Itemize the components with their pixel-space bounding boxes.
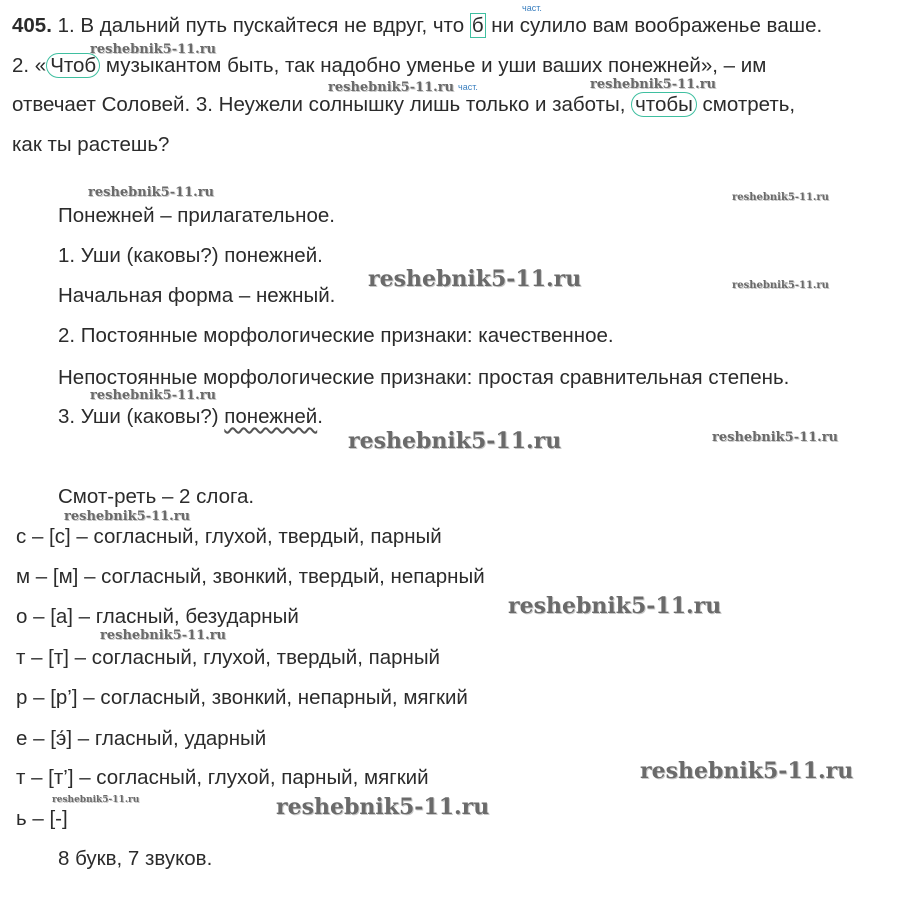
wavy-underlined-word: понежней	[224, 405, 318, 428]
boxed-particle: б	[471, 14, 484, 37]
watermark: reshebnik5-11.ru	[276, 794, 490, 820]
phonetics-summary: 8 букв, 7 звуков.	[58, 847, 213, 870]
phonetic-row: т – [т’] – согласный, глухой, парный, мягкий	[16, 766, 429, 789]
exercise-line-3	[12, 93, 795, 117]
analysis-initial-form: Начальная форма – нежный.	[58, 284, 336, 307]
watermark: reshebnik5-11.ru	[88, 185, 215, 200]
phonetic-row: ь – [-]	[16, 807, 68, 830]
exercise-number: 405.	[12, 14, 52, 37]
sentence-3-part-a: отвечает Соловей. 3. Неужели солнышку лишь только и заботы,	[12, 93, 632, 116]
phonetic-row: р – [р’] – согласный, звонкий, непарный, мягкий	[16, 686, 468, 709]
particle-tag-1: част.	[522, 3, 542, 13]
watermark: reshebnik5-11.ru	[732, 192, 829, 203]
sentence-2-part-a: 2. «	[12, 54, 47, 77]
phonetic-row: о – [а] – гласный, безударный	[16, 605, 299, 628]
watermark: reshebnik5-11.ru	[52, 795, 140, 805]
phonetic-row: т – [т] – согласный, глухой, твердый, парный	[16, 646, 441, 669]
analysis-point-2: 2. Постоянные морфологические признаки: качественное.	[58, 324, 614, 347]
watermark: reshebnik5-11.ru	[590, 77, 717, 92]
watermark: reshebnik5-11.ru	[100, 628, 227, 643]
watermark: reshebnik5-11.ru	[640, 758, 854, 784]
watermark: reshebnik5-11.ru	[64, 509, 191, 524]
exercise-line-1	[12, 14, 822, 38]
exercise-line-2	[12, 54, 766, 78]
sentence-1-part-b: ни сулило вам воображенье ваше.	[485, 14, 823, 37]
phonetics-title: Смот-реть – 2 слога.	[58, 485, 255, 508]
phonetic-row: е – [э́] – гласный, ударный	[16, 727, 267, 750]
watermark: reshebnik5-11.ru	[508, 593, 722, 619]
analysis-nonconstant: Непостоянные морфологические признаки: простая сравнительная степень.	[58, 366, 790, 389]
particle-tag-2: част.	[458, 82, 478, 92]
analysis-point-3-end: .	[317, 405, 323, 428]
watermark: reshebnik5-11.ru	[90, 42, 217, 57]
phonetic-row: м – [м] – согласный, звонкий, твердый, непарный	[16, 565, 485, 588]
sentence-3-end: как ты растешь?	[12, 133, 170, 156]
analysis-point-3	[58, 405, 323, 429]
phonetic-row: с – [с] – согласный, глухой, твердый, парный	[16, 525, 442, 548]
watermark: reshebnik5-11.ru	[732, 280, 829, 291]
circled-conjunction-2: чтобы	[631, 92, 697, 117]
analysis-title: Понежней – прилагательное.	[58, 204, 335, 227]
watermark: reshebnik5-11.ru	[348, 428, 562, 454]
watermark: reshebnik5-11.ru	[712, 430, 839, 445]
circled-conjunction-1: Чтоб	[46, 53, 100, 78]
analysis-point-3-text: 3. Уши (каковы?)	[58, 405, 225, 428]
exercise-line-4	[12, 133, 169, 157]
watermark: reshebnik5-11.ru	[368, 266, 582, 292]
watermark: reshebnik5-11.ru	[328, 80, 455, 95]
analysis-point-1: 1. Уши (каковы?) понежней.	[58, 244, 323, 267]
watermark: reshebnik5-11.ru	[90, 388, 217, 403]
sentence-3-part-b: смотреть,	[696, 93, 796, 116]
sentence-1-part-a: 1. В дальний путь пускайтеся не вдруг, что	[51, 14, 470, 37]
sentence-2-part-b: музыкантом быть, так надобно уменье и уши ваших понежней», – им	[100, 54, 767, 77]
